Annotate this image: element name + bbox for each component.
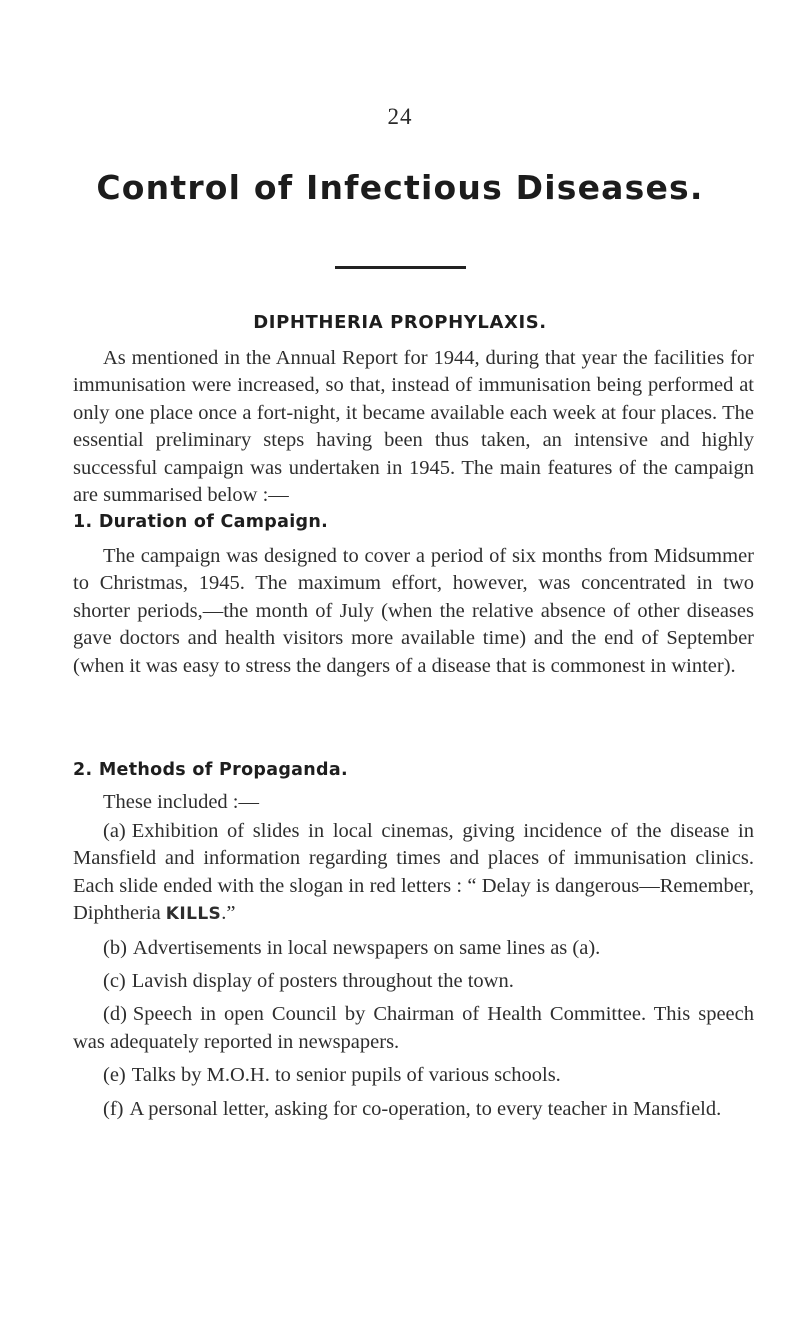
list-item-text: Advertisements in local newspapers on same lines as (a).: [132, 936, 601, 959]
list-item-text: Lavish display of posters throughout the town.: [131, 970, 514, 993]
list-item-text: Talks by M.O.H. to senior pupils of various schools.: [131, 1064, 561, 1087]
list-item-label: (a): [103, 820, 126, 842]
duration-paragraph: The campaign was designed to cover a period of six months from Midsummer to Christmas, 1945. The maximum effort, however, was concentrated in two shorter periods,—the month of July (when the relative absence of other diseases gave doctors and health visitors more available time) and the end of September (when it was easy to stress the dangers of a disease that is commonest in winter).: [73, 545, 754, 677]
propaganda-intro: These included :—: [103, 791, 259, 813]
list-item-text: Speech in open Council by Chairman of Health Committee. This speech was adequately reported in newspapers.: [73, 1003, 754, 1053]
title-divider: [335, 266, 466, 269]
list-item-text: Exhibition of slides in local cinemas, giving incidence of the disease in Mansfield and information regarding times and places of immunisation clinics. Each slide ended with the slogan in red letters : “ Delay is dangerous—Remember, Diphtheria: [73, 820, 754, 925]
list-item-text: A personal letter, asking for co-operation, to every teacher in Mansfield.: [129, 1097, 722, 1120]
page-title: Control of Infectious Diseases.: [96, 168, 704, 207]
subsection-heading-propaganda: 2. Methods of Propaganda.: [73, 760, 348, 780]
list-item: [73, 935, 754, 962]
list-item-label: (d): [103, 1003, 127, 1026]
list-item: [73, 968, 754, 995]
list-item-label: (f): [103, 1097, 124, 1120]
subsection-heading-duration: 1. Duration of Campaign.: [73, 512, 329, 532]
list-item: [73, 1001, 754, 1056]
list-item-label: (c): [103, 970, 126, 993]
list-item-suffix: .”: [221, 902, 236, 925]
intro-paragraph: As mentioned in the Annual Report for 1944, during that year the facilities for immunisation were increased, so that, instead of immunisation being performed at only one place once a fort-night, it became available each week at four places. The essential preliminary steps having been thus taken, an intensive and highly successful campaign was undertaken in 1945. The main features of the campaign are summarised below :—: [73, 347, 754, 507]
list-item: [73, 1096, 754, 1123]
page-number: 24: [387, 104, 413, 129]
propaganda-methods-list: [73, 818, 754, 1129]
list-item-label: (e): [103, 1064, 126, 1087]
list-item-label: (b): [103, 936, 127, 959]
list-item: [73, 1062, 754, 1089]
list-item: [73, 818, 754, 929]
section-heading: DIPHTHERIA PROPHYLAXIS.: [253, 312, 547, 333]
slogan-emphasis: KILLS: [165, 904, 222, 925]
